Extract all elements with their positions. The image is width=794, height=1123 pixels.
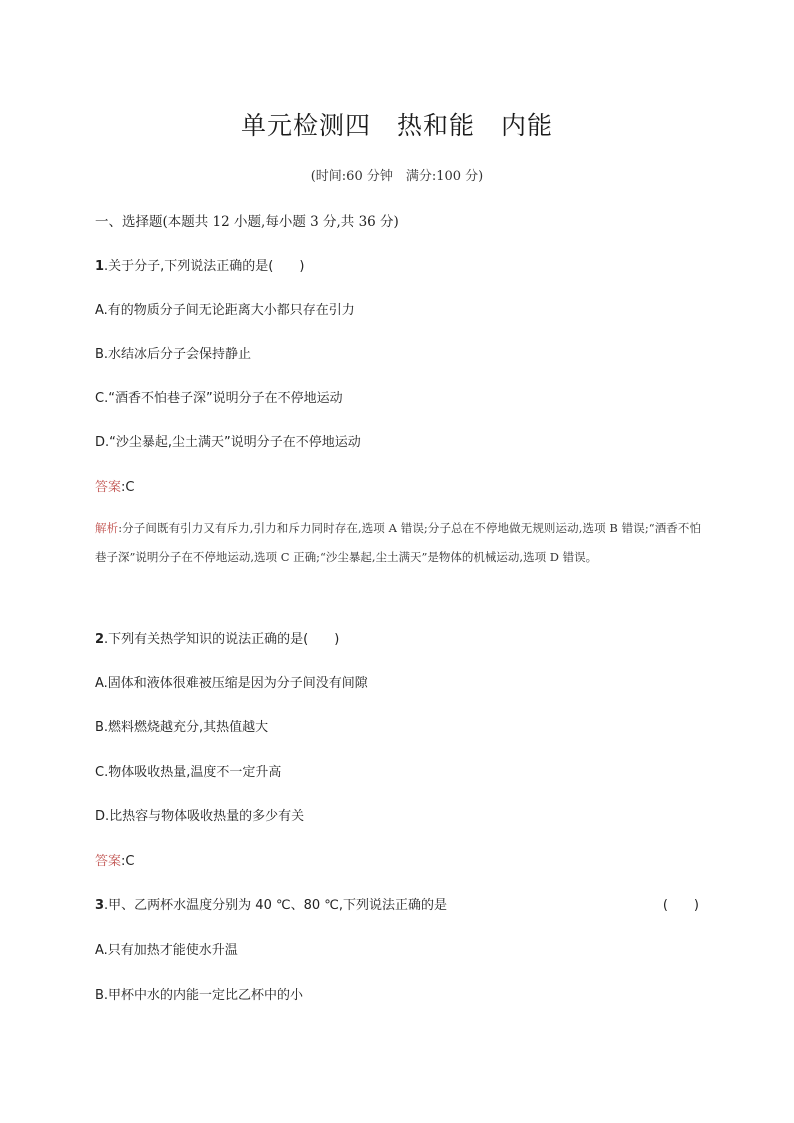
question-3-stem (95, 894, 699, 913)
question-1-stem (95, 255, 705, 274)
answer-label: 答案 (95, 854, 122, 869)
page-subtitle: (时间:60 分钟 满分:100 分) (310, 169, 484, 184)
answer-bracket: ( ) (662, 898, 699, 913)
q2-option-d: D.比热容与物体吸收热量的多少有关 (95, 809, 305, 824)
q1-option-d: D.“沙尘暴起,尘土满天”说明分子在不停地运动 (95, 435, 361, 450)
question-number: 2 (95, 632, 105, 647)
section-heading: 一、选择题(本题共 12 小题,每小题 3 分,共 36 分) (95, 214, 399, 230)
q3-option-b: B.甲杯中水的内能一定比乙杯中的小 (95, 988, 304, 1003)
q1-option-c: C.“酒香不怕巷子深”说明分子在不停地运动 (95, 391, 343, 406)
q2-option-b: B.燃料燃烧越充分,其热值越大 (95, 720, 269, 735)
answer-label: 答案 (95, 480, 122, 495)
q1-explanation (95, 514, 701, 572)
q3-option-a: A.只有加热才能使水升温 (95, 943, 238, 958)
explanation-text: :分子间既有引力又有斥力,引力和斥力同时存在,选项 A 错误;分子总在不停地做无规则运动,选项 B 错误;“酒香不怕巷子深”说明分子在不停地运动,选项 C 正确;“沙尘暴起,尘土满天”是物体的机械运动,选项 D 错误。 (95, 521, 701, 564)
q1-answer (95, 476, 705, 495)
page-title: 单元检测四 热和能 内能 (240, 111, 553, 140)
question-text: .关于分子,下列说法正确的是( ) (104, 259, 305, 274)
q2-option-a: A.固体和液体很难被压缩是因为分子间没有间隙 (95, 676, 368, 691)
q2-answer (95, 850, 705, 869)
q1-option-a: A.有的物质分子间无论距离大小都只存在引力 (95, 303, 355, 318)
question-text: .下列有关热学知识的说法正确的是( ) (104, 632, 340, 647)
question-number: 1 (95, 259, 105, 274)
explanation-label: 解析 (95, 521, 119, 535)
q2-option-c: C.物体吸收热量,温度不一定升高 (95, 765, 282, 780)
question-text: .甲、乙两杯水温度分别为 40 ℃、80 ℃,下列说法正确的是 (104, 898, 447, 913)
question-number: 3 (95, 898, 105, 913)
question-2-stem (95, 628, 705, 647)
answer-value: :C (121, 480, 135, 495)
q1-option-b: B.水结冰后分子会保持静止 (95, 347, 252, 362)
answer-value: :C (121, 854, 135, 869)
